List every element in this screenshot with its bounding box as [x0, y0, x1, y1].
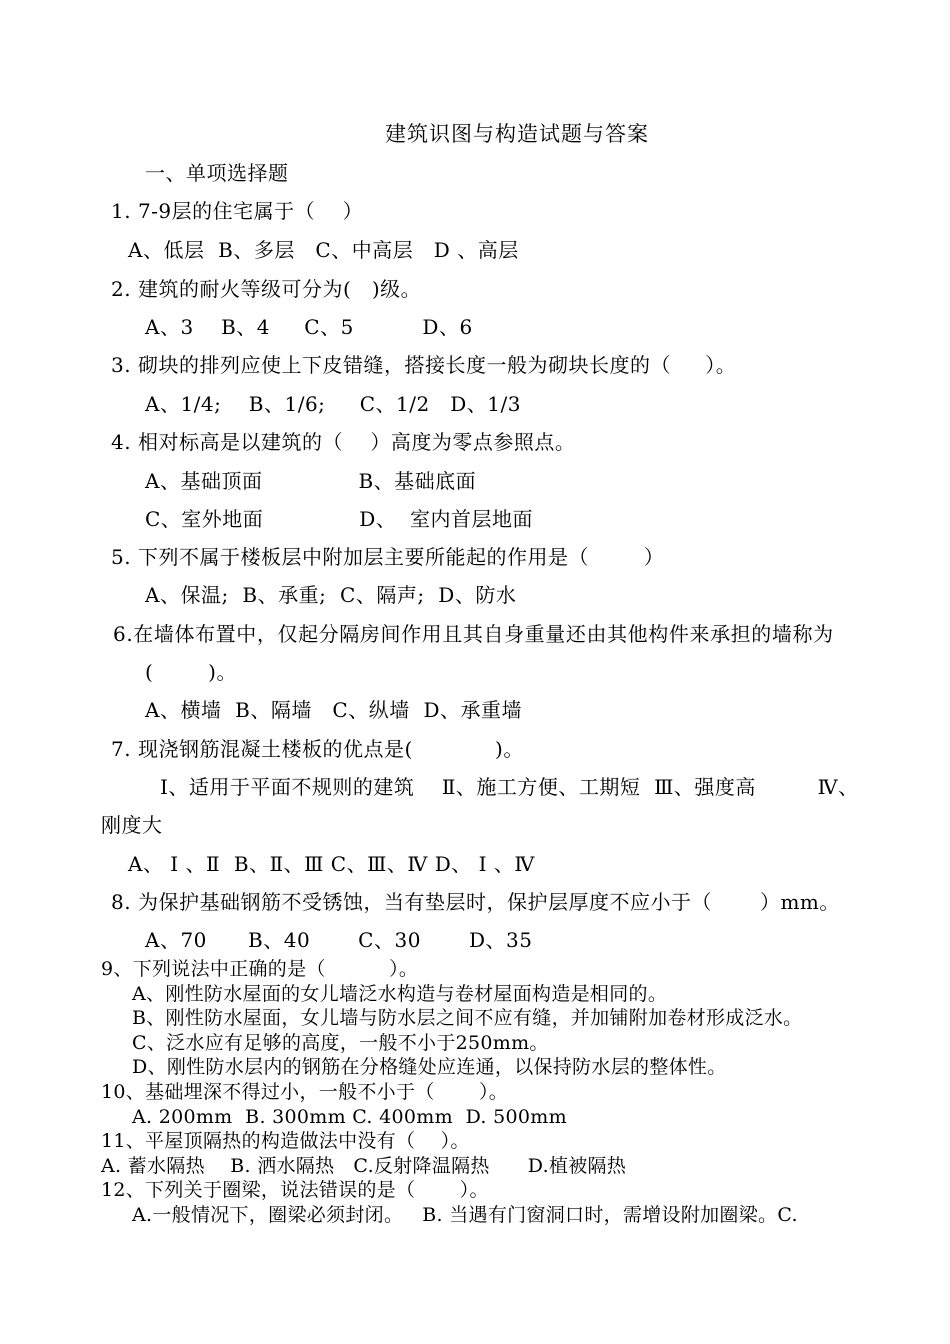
question-5-options: A、保温; B、承重; C、隔声; D、防水: [145, 583, 517, 607]
question-7-stem-cont: Ⅰ、适用于平面不规则的建筑 Ⅱ、施工方便、工期短 Ⅲ、强度高 Ⅳ、: [160, 775, 859, 799]
question-8-stem: 8. 为保护基础钢筋不受锈蚀，当有垫层时，保护层厚度不应小于（ ）mm。: [111, 890, 840, 914]
question-1-options: A、低层 B、多层 C、中高层 D 、高层: [128, 238, 519, 262]
question-6-stem-cont: ( )。: [145, 660, 237, 684]
question-1-stem: 1. 7-9层的住宅属于（ ）: [111, 199, 364, 223]
question-7-stem: 7. 现浇钢筋混凝土楼板的优点是( )。: [111, 737, 524, 761]
document-title: 建筑识图与构造试题与答案: [385, 122, 649, 146]
question-10-options: A. 200mm B. 300mm C. 400mm D. 500mm: [132, 1106, 567, 1128]
question-11-stem: 11、平屋顶隔热的构造做法中没有（ ）。: [101, 1130, 470, 1152]
question-9-option-a: A、刚性防水屋面的女儿墙泛水构造与卷材屋面构造是相同的。: [132, 983, 668, 1005]
question-4-stem: 4. 相对标高是以建筑的（ ）高度为零点参照点。: [111, 430, 576, 454]
question-4-options-cd: C、室外地面 D、 室内首层地面: [145, 507, 534, 531]
question-7-options: A、 Ⅰ 、Ⅱ B、Ⅱ、Ⅲ C、Ⅲ、Ⅳ D、 Ⅰ 、Ⅳ: [128, 852, 535, 876]
question-8-options: A、70 B、40 C、30 D、35: [145, 928, 533, 952]
question-12-options: A.一般情况下，圈梁必须封闭。 B. 当遇有门窗洞口时，需增设附加圈梁。C.: [132, 1204, 798, 1226]
question-3-stem: 3. 砌块的排列应使上下皮错缝，搭接长度一般为砌块长度的（ ）。: [111, 353, 737, 377]
question-6-options: A、横墙 B、隔墙 C、纵墙 D、承重墙: [145, 698, 522, 722]
question-12-stem: 12、下列关于圈梁，说法错误的是（ ）。: [101, 1179, 489, 1201]
question-11-options: A. 蓄水隔热 B. 洒水隔热 C.反射降温隔热 D.植被隔热: [101, 1155, 627, 1177]
question-7-stem-cont2: 刚度大: [101, 813, 163, 837]
question-3-options: A、1/4; B、1/6; C、1/2 D、1/3: [145, 392, 521, 416]
question-9-stem: 9、下列说法中正确的是（ ）。: [101, 958, 419, 980]
question-5-stem: 5. 下列不属于楼板层中附加层主要所能起的作用是（ ）: [111, 545, 665, 569]
question-2-options: A、3 B、4 C、5 D、6: [145, 315, 473, 339]
question-10-stem: 10、基础埋深不得过小，一般不小于（ ）。: [101, 1081, 509, 1103]
question-2-stem: 2. 建筑的耐火等级可分为( )级。: [111, 277, 422, 301]
question-9-option-d: D、刚性防水层内的钢筋在分格缝处应连通，以保持防水层的整体性。: [132, 1056, 727, 1078]
question-6-stem: 6.在墙体布置中，仅起分隔房间作用且其自身重量还由其他构件来承担的墙称为: [113, 622, 834, 646]
section-heading: 一、单项选择题: [145, 161, 289, 185]
question-9-option-b: B、刚性防水屋面，女儿墙与防水层之间不应有缝，并加铺附加卷材形成泛水。: [132, 1007, 803, 1029]
question-9-option-c: C、泛水应有足够的高度，一般不小于250mm。: [132, 1032, 549, 1054]
question-4-options-ab: A、基础顶面 B、基础底面: [145, 469, 477, 493]
